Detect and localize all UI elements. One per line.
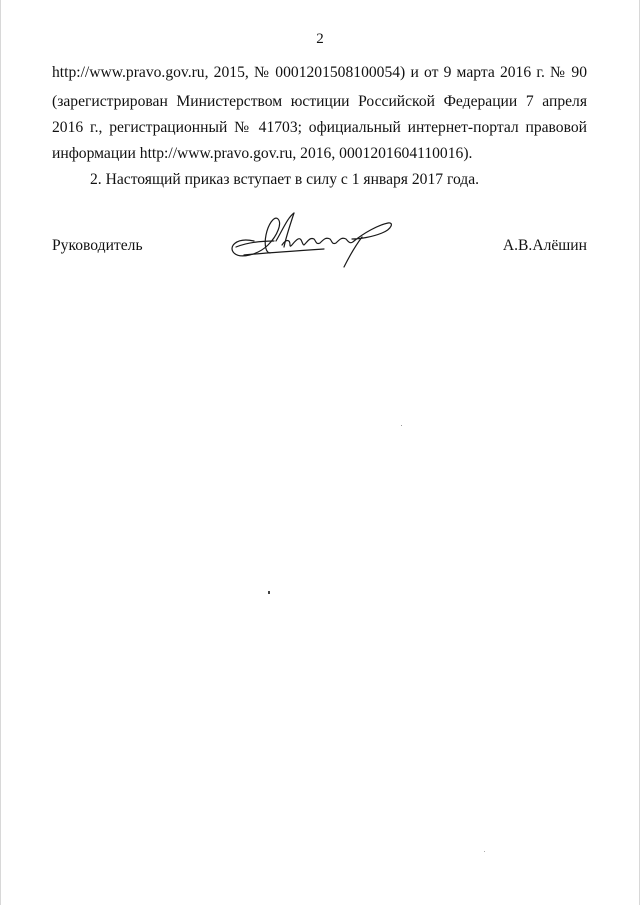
signatory-name: А.В.Алёшин <box>502 237 587 254</box>
handwritten-signature-icon <box>224 211 396 271</box>
paragraph-line-3: 2016 г., регистрационный № 41703; официальный интернет-портал правовой <box>52 119 587 136</box>
paragraph-line-4: информации http://www.pravo.gov.ru, 2016, 0001201604110016). <box>52 145 473 162</box>
page-number: 2 <box>316 31 324 47</box>
scan-speck <box>401 425 402 426</box>
scan-speck <box>484 851 485 852</box>
scan-speck <box>268 591 270 594</box>
signatory-title: Руководитель <box>52 237 143 254</box>
paragraph-line-1: http://www.pravo.gov.ru, 2015, № 0001201508100054) и от 9 марта 2016 г. № 90 <box>52 64 587 81</box>
paragraph-line-2: (зарегистрирован Министерством юстиции Российской Федерации 7 апреля <box>52 93 587 110</box>
clause-2-text: 2. Настоящий приказ вступает в силу с 1 января 2017 года. <box>90 171 480 188</box>
page-left-edge <box>0 0 1 905</box>
